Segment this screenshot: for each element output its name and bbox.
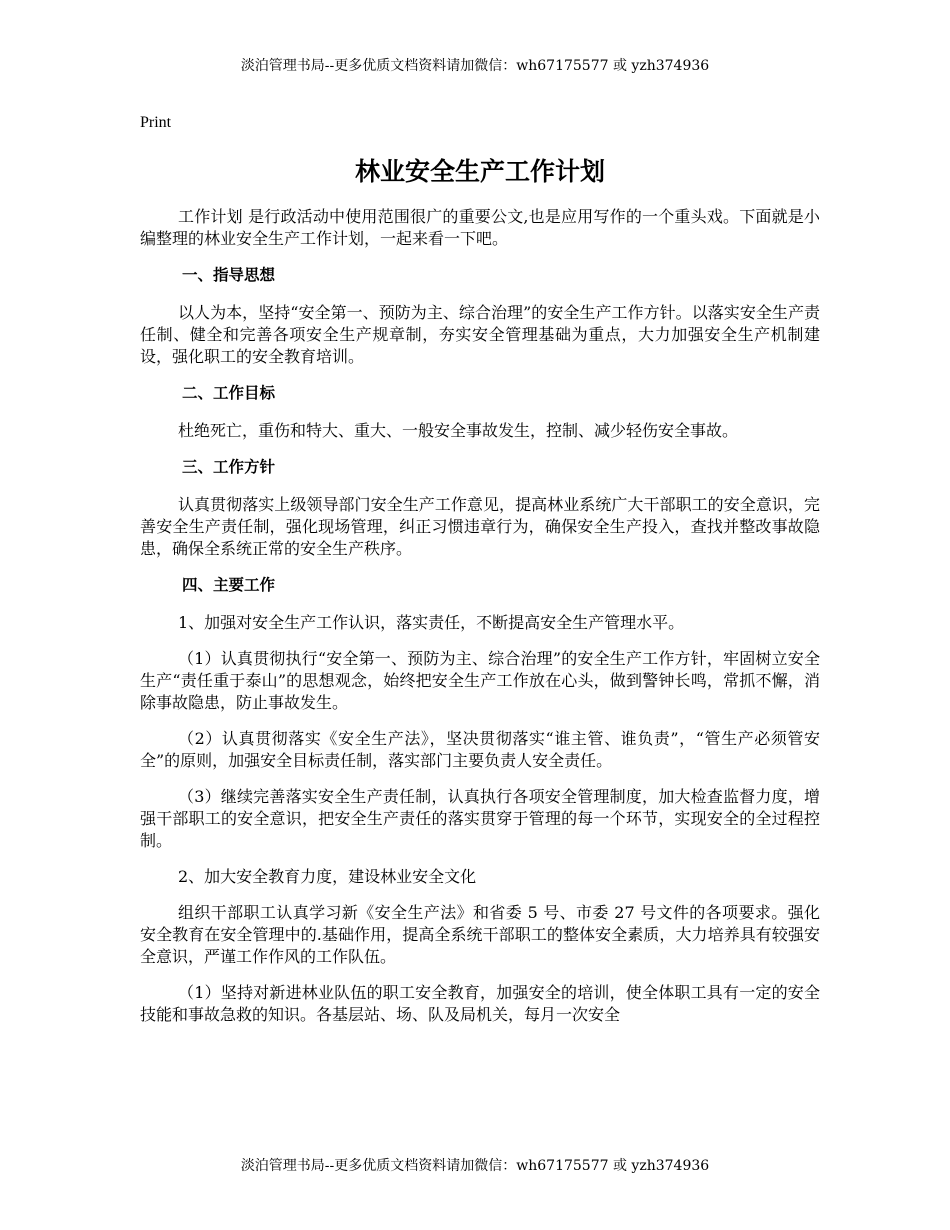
section-heading-guiding-ideology: 一、指导思想	[182, 266, 276, 284]
paragraph: 组织干部职工认真学习新《安全生产法》和省委 5 号、市委 27 号文件的各项要求。强化安全教育在安全管理中的.基础作用，提高全系统干部职工的整体安全素质，大力培养具有较强安全意识，严谨工作作风的工作队伍。	[140, 903, 820, 966]
paragraph: 认真贯彻落实上级领导部门安全生产工作意见，提高林业系统广大干部职工的安全意识，完善安全生产责任制，强化现场管理，纠正习惯违章行为，确保安全生产投入，查找并整改事故隐患，确保全系统正常的安全生产秩序。	[140, 495, 820, 558]
paragraph: 1、加强对安全生产工作认识，落实责任，不断提高安全生产管理水平。	[178, 613, 685, 632]
page-footer: 淡泊管理书局--更多优质文档资料请加微信：wh67175577 或 yzh374936	[240, 1158, 710, 1174]
paragraph: 以人为本，坚持“安全第一、预防为主、综合治理”的安全生产工作方针。以落实安全生产责任制、健全和完善各项安全生产规章制，夯实安全管理基础为重点，大力加强安全生产机制建设，强化职工的安全教育培训。	[140, 303, 820, 366]
page-header: 淡泊管理书局--更多优质文档资料请加微信：wh67175577 或 yzh374936	[240, 58, 710, 74]
paragraph: 2、加大安全教育力度，建设林业安全文化	[178, 867, 477, 886]
section-heading-main-work: 四、主要工作	[182, 576, 276, 594]
paragraph: （1）认真贯彻执行“安全第一、预防为主、综合治理”的安全生产工作方针，牢固树立安全生产“责任重于泰山”的思想观念，始终把安全生产工作放在心头，做到警钟长鸣，常抓不懈，消除事故隐患，防止事故发生。	[140, 649, 820, 712]
intro-paragraph: 工作计划 是行政活动中使用范围很广的重要公文,也是应用写作的一个重头戏。下面就是小编整理的林业安全生产工作计划，一起来看一下吧。	[140, 207, 820, 248]
document-body	[140, 112, 820, 1040]
section-heading-work-policy: 三、工作方针	[182, 458, 276, 476]
paragraph: （2）认真贯彻落实《安全生产法》，坚决贯彻落实“谁主管、谁负责”，“管生产必须管安全”的原则，加强安全目标责任制，落实部门主要负责人安全责任。	[140, 729, 820, 770]
paragraph: （1）坚持对新进林业队伍的职工安全教育，加强安全的培训，使全体职工具有一定的安全技能和事故急救的知识。各基层站、场、队及局机关，每月一次安全	[140, 983, 820, 1024]
document-title: 林业安全生产工作计划	[354, 157, 605, 186]
section-heading-work-goals: 二、工作目标	[182, 384, 276, 402]
paragraph: （3）继续完善落实安全生产责任制，认真执行各项安全管理制度，加大检查监督力度，增强干部职工的安全意识，把安全生产责任的落实贯穿于管理的每一个环节，实现安全的全过程控制。	[140, 787, 820, 850]
paragraph: 杜绝死亡，重伤和特大、重大、一般安全事故发生，控制、减少轻伤安全事故。	[178, 421, 739, 440]
print-label: Print	[140, 114, 172, 131]
